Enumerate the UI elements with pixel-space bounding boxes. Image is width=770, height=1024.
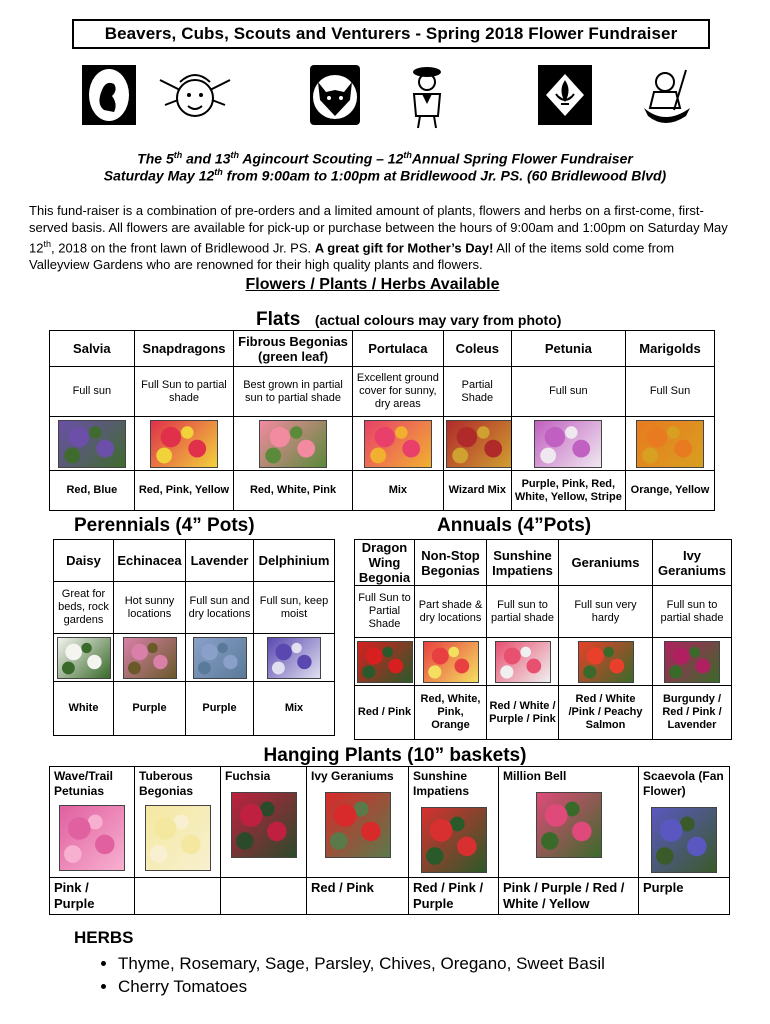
perennials-light-row (54, 582, 335, 634)
color-options: Mix (352, 471, 443, 511)
sun-requirement: Part shade & dry locations (415, 586, 487, 638)
flats-note: (actual colours may vary from photo) (314, 312, 562, 328)
hanging-plant (639, 767, 730, 878)
photo-cell (443, 417, 511, 471)
flats-light-row (50, 367, 715, 417)
sun-requirement: Great for beds, rock gardens (54, 582, 114, 634)
hanging-name-row (50, 767, 730, 878)
sun-requirement: Full sun, keep moist (254, 582, 335, 634)
plant-name: Million Bell (503, 769, 567, 783)
photo-cell (653, 638, 732, 686)
photo-cell (54, 634, 114, 682)
fleur-de-lis-icon (530, 60, 600, 130)
color-options: Red, White, Pink (234, 471, 353, 511)
flower-photo (536, 792, 602, 858)
sun-requirement: Full sun to partial shade (487, 586, 559, 638)
color-options (221, 878, 307, 915)
plant-name: Geraniums (559, 540, 653, 586)
sun-requirement: Full sun very hardy (559, 586, 653, 638)
color-options: Red / White / Purple / Pink (487, 686, 559, 740)
flower-photo (423, 641, 479, 683)
sun-requirement: Excellent ground cover for sunny, dry areas (352, 367, 443, 417)
color-options: Wizard Mix (443, 471, 511, 511)
flower-photo (664, 641, 720, 683)
flower-photo (325, 792, 391, 858)
sun-requirement: Full Sun (626, 367, 715, 417)
flower-photo (364, 420, 432, 468)
photo-cell (186, 634, 254, 682)
plant-name: Ivy Geraniums (311, 769, 394, 783)
sun-requirement: Hot sunny locations (114, 582, 186, 634)
plant-name: Salvia (50, 331, 135, 367)
hanging-table (49, 766, 730, 915)
wolf-icon (300, 60, 370, 130)
event-line-2: Saturday May 12th from 9:00am to 1:00pm at Bridlewood Jr. PS. (60 Bridlewood Blvd) (103, 167, 667, 184)
scout-icon (392, 60, 462, 130)
venturer-icon (630, 60, 700, 130)
perennials-table (53, 539, 335, 736)
flower-photo (578, 641, 634, 683)
herb-item: • Cherry Tomatoes (118, 975, 605, 998)
color-options: Red / Pink (307, 878, 409, 915)
hanging-plant (50, 767, 135, 878)
plant-name: Lavender (186, 540, 254, 582)
photo-cell (234, 417, 353, 471)
sun-requirement: Full sun to partial shade (653, 586, 732, 638)
flower-photo (58, 420, 126, 468)
sun-requirement: Best grown in partial sun to partial shade (234, 367, 353, 417)
plant-name: Snapdragons (134, 331, 234, 367)
color-options: Purple (186, 682, 254, 736)
plant-name: Portulaca (352, 331, 443, 367)
color-options: White (54, 682, 114, 736)
hanging-plant (135, 767, 221, 878)
annuals-light-row (355, 586, 732, 638)
sun-requirement: Full sun (511, 367, 625, 417)
color-options: Red / Pink (355, 686, 415, 740)
plant-name: Fuchsia (225, 769, 271, 783)
flower-photo (145, 805, 211, 871)
plant-name: Ivy Geraniums (653, 540, 732, 586)
photo-cell (415, 638, 487, 686)
hanging-plant (499, 767, 639, 878)
perennials-title: Perennials (4” Pots) (74, 515, 255, 536)
color-options: Pink / Purple (50, 878, 135, 915)
plant-name: Daisy (54, 540, 114, 582)
color-options (135, 878, 221, 915)
sun-requirement: Full sun and dry locations (186, 582, 254, 634)
color-options: Purple (114, 682, 186, 736)
photo-cell (626, 417, 715, 471)
flats-title: Flats (256, 309, 301, 330)
beaver-icon (74, 60, 144, 130)
perennials-name-row (54, 540, 335, 582)
flats-table (49, 330, 715, 511)
hanging-plant (307, 767, 409, 878)
flower-photo (636, 420, 704, 468)
photo-cell (114, 634, 186, 682)
photo-cell (487, 638, 559, 686)
plant-name: Echinacea (114, 540, 186, 582)
hanging-title: Hanging Plants (10” baskets) (263, 745, 527, 766)
flower-photo (59, 805, 125, 871)
plant-name: Delphinium (254, 540, 335, 582)
herb-item: • Thyme, Rosemary, Sage, Parsley, Chives, Oregano, Sweet Basil (118, 952, 605, 975)
photo-cell (254, 634, 335, 682)
photo-cell (50, 417, 135, 471)
sun-requirement: Partial Shade (443, 367, 511, 417)
perennials-photo-row (54, 634, 335, 682)
color-options: Red, Pink, Yellow (134, 471, 234, 511)
flower-photo (267, 637, 321, 679)
annuals-name-row (355, 540, 732, 586)
plant-name: Tuberous Begonias (139, 769, 194, 798)
flower-photo (446, 420, 511, 468)
color-options: Mix (254, 682, 335, 736)
perennials-color-row (54, 682, 335, 736)
color-options: Orange, Yellow (626, 471, 715, 511)
flower-photo (150, 420, 218, 468)
sun-requirement: Full Sun to partial shade (134, 367, 234, 417)
photo-cell (559, 638, 653, 686)
plant-name: Sunshine Impatiens (413, 769, 470, 798)
color-options: Red / White /Pink / Peachy Salmon (559, 686, 653, 740)
photo-cell (511, 417, 625, 471)
herbs-title: HERBS (74, 928, 134, 947)
color-options: Red / Pink / Purple (409, 878, 499, 915)
flower-photo (193, 637, 247, 679)
flower-photo (534, 420, 602, 468)
flower-photo (421, 807, 487, 873)
herbs-section (74, 928, 605, 998)
flower-photo (495, 641, 551, 683)
hanging-color-row (50, 878, 730, 915)
flower-photo (231, 792, 297, 858)
intro-paragraph: This fund-raiser is a combination of pre-orders and a limited amount of plants, flowers and herbs on a first-come, first-served basis. All flowers are available for pick-up or purchase between the hours of 9:00am and 1:00pm on Saturday May 12th, 2018 on the front lawn of Bridlewood Jr. PS. A great gift for Mother’s Day! All of the items sold come from Valleyview Gardens who are renowned for their high quality plants and flowers. (29, 203, 728, 273)
event-line-1: The 5th and 13th Agincourt Scouting – 12thAnnual Spring Flower Fundraiser (137, 150, 633, 167)
herbs-list (102, 952, 605, 998)
plant-name: Coleus (443, 331, 511, 367)
annuals-title: Annuals (4”Pots) (437, 515, 592, 536)
flats-color-row (50, 471, 715, 511)
photo-cell (134, 417, 234, 471)
flower-photo (259, 420, 327, 468)
flower-photo (57, 637, 111, 679)
flower-photo (357, 641, 413, 683)
flower-photo (123, 637, 177, 679)
flower-photo (651, 807, 717, 873)
plant-name: Sunshine Impatiens (487, 540, 559, 586)
flats-heading (256, 309, 561, 331)
plant-name: Fibrous Begonias (green leaf) (234, 331, 353, 367)
hanging-plant (409, 767, 499, 878)
plant-name: Marigolds (626, 331, 715, 367)
annuals-table (354, 539, 732, 740)
flats-name-row (50, 331, 715, 367)
page-title: Beavers, Cubs, Scouts and Venturers - Spring 2018 Flower Fundraiser (72, 19, 710, 49)
color-options: Purple (639, 878, 730, 915)
color-options: Pink / Purple / Red / White / Yellow (499, 878, 639, 915)
color-options: Red, White, Pink, Orange (415, 686, 487, 740)
plant-name: Wave/Trail Petunias (54, 769, 113, 798)
flats-photo-row (50, 417, 715, 471)
logo-row (60, 60, 720, 130)
plant-name: Scaevola (Fan Flower) (643, 769, 724, 798)
sun-requirement: Full sun (50, 367, 135, 417)
annuals-photo-row (355, 638, 732, 686)
photo-cell (355, 638, 415, 686)
plant-name: Dragon Wing Begonia (355, 540, 415, 586)
section-title: Flowers / Plants / Herbs Available (245, 276, 500, 293)
photo-cell (352, 417, 443, 471)
hanging-plant (221, 767, 307, 878)
color-options: Purple, Pink, Red, White, Yellow, Stripe (511, 471, 625, 511)
plant-name: Non-Stop Begonias (415, 540, 487, 586)
cub-icon (150, 60, 240, 130)
color-options: Burgundy / Red / Pink / Lavender (653, 686, 732, 740)
annuals-color-row (355, 686, 732, 740)
plant-name: Petunia (511, 331, 625, 367)
color-options: Red, Blue (50, 471, 135, 511)
sun-requirement: Full Sun to Partial Shade (355, 586, 415, 638)
